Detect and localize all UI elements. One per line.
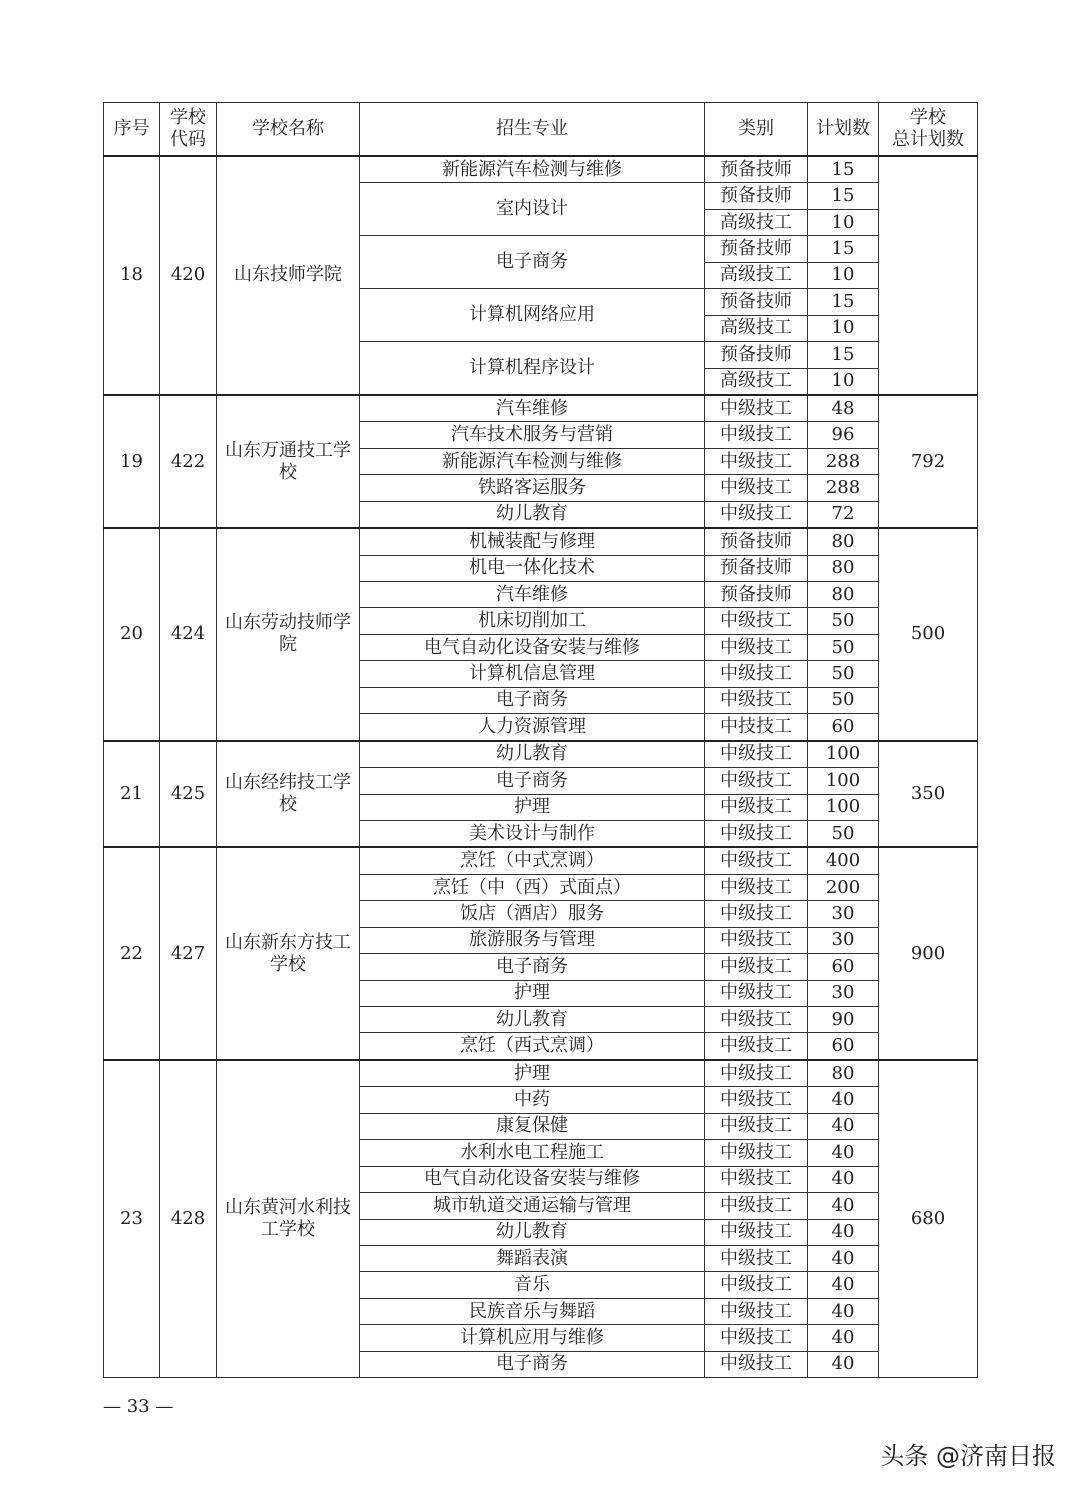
cell-plan: 15 (808, 156, 879, 183)
cell-school-total: 900 (879, 847, 978, 1060)
cell-category: 中级技工 (705, 1033, 808, 1060)
cell-plan: 100 (808, 768, 879, 794)
cell-category: 中级技工 (705, 1272, 808, 1298)
cell-school-name: 山东万通技工学校 (217, 395, 360, 528)
cell-plan: 15 (808, 289, 879, 315)
cell-category: 中级技工 (705, 1140, 808, 1166)
cell-plan: 288 (808, 475, 879, 501)
cell-category: 中级技工 (705, 1060, 808, 1087)
table-row (104, 528, 978, 555)
cell-seq: 18 (104, 156, 160, 395)
cell-seq: 21 (104, 741, 160, 848)
cell-category: 中级技工 (705, 448, 808, 474)
cell-plan: 40 (808, 1193, 879, 1219)
cell-major: 幼儿教育 (360, 1007, 705, 1033)
cell-seq: 20 (104, 528, 160, 741)
cell-category: 高级技工 (705, 209, 808, 235)
header-seq: 序号 (104, 103, 160, 157)
cell-category: 中级技工 (705, 1087, 808, 1113)
cell-plan: 40 (808, 1140, 879, 1166)
table-row (104, 156, 978, 183)
cell-plan: 80 (808, 1060, 879, 1087)
cell-major: 电子商务 (360, 1351, 705, 1377)
table-row (104, 847, 978, 874)
cell-major: 电子商务 (360, 768, 705, 794)
cell-plan: 80 (808, 528, 879, 555)
cell-plan: 15 (808, 183, 879, 209)
cell-school-code: 428 (160, 1060, 217, 1378)
cell-major: 音乐 (360, 1272, 705, 1298)
header-total: 学校 总计划数 (879, 103, 978, 157)
cell-category: 中级技工 (705, 847, 808, 874)
cell-major: 铁路客运服务 (360, 475, 705, 501)
cell-school-code: 420 (160, 156, 217, 395)
cell-school-total: 350 (879, 741, 978, 848)
cell-category: 预备技师 (705, 528, 808, 555)
cell-category: 中级技工 (705, 794, 808, 820)
cell-category: 中级技工 (705, 422, 808, 448)
header-school-code: 学校 代码 (160, 103, 217, 157)
cell-category: 中级技工 (705, 1351, 808, 1377)
cell-plan: 40 (808, 1272, 879, 1298)
cell-seq: 22 (104, 847, 160, 1060)
cell-seq: 23 (104, 1060, 160, 1378)
cell-plan: 40 (808, 1351, 879, 1377)
watermark: 头条 @济南日报 (880, 1442, 1056, 1470)
header-plan: 计划数 (808, 103, 879, 157)
table-row (104, 395, 978, 422)
table-row (104, 1060, 978, 1087)
cell-category: 预备技师 (705, 236, 808, 262)
cell-category: 中级技工 (705, 1193, 808, 1219)
cell-major: 汽车技术服务与营销 (360, 422, 705, 448)
page-number: — 33 — (103, 1396, 174, 1417)
cell-plan: 30 (808, 927, 879, 953)
cell-category: 中级技工 (705, 634, 808, 660)
cell-major: 机电一体化技术 (360, 555, 705, 581)
cell-major: 烹饪（中（西）式面点） (360, 874, 705, 900)
cell-major: 电子商务 (360, 687, 705, 713)
cell-plan: 30 (808, 980, 879, 1006)
header-school-name: 学校名称 (217, 103, 360, 157)
cell-plan: 50 (808, 687, 879, 713)
cell-major: 计算机网络应用 (360, 289, 705, 342)
cell-category: 中级技工 (705, 608, 808, 634)
cell-plan: 10 (808, 209, 879, 235)
table-row (104, 741, 978, 768)
cell-category: 预备技师 (705, 289, 808, 315)
cell-major: 城市轨道交通运输与管理 (360, 1193, 705, 1219)
cell-major: 民族音乐与舞蹈 (360, 1298, 705, 1324)
header-category: 类别 (705, 103, 808, 157)
cell-category: 预备技师 (705, 582, 808, 608)
cell-plan: 50 (808, 634, 879, 660)
cell-major: 护理 (360, 1060, 705, 1087)
cell-plan: 10 (808, 315, 879, 341)
cell-plan: 60 (808, 954, 879, 980)
cell-major: 护理 (360, 980, 705, 1006)
cell-school-name: 山东新东方技工学校 (217, 847, 360, 1060)
cell-major: 人力资源管理 (360, 714, 705, 741)
cell-major: 烹饪（西式烹调） (360, 1033, 705, 1060)
cell-plan: 40 (808, 1087, 879, 1113)
cell-plan: 30 (808, 901, 879, 927)
cell-major: 机械装配与修理 (360, 528, 705, 555)
cell-category: 中级技工 (705, 927, 808, 953)
cell-category: 中级技工 (705, 901, 808, 927)
cell-category: 中级技工 (705, 1219, 808, 1245)
cell-plan: 288 (808, 448, 879, 474)
cell-plan: 100 (808, 794, 879, 820)
cell-major: 康复保健 (360, 1113, 705, 1139)
cell-major: 幼儿教育 (360, 501, 705, 528)
cell-major: 幼儿教育 (360, 741, 705, 768)
table-body (104, 156, 978, 1378)
cell-category: 中级技工 (705, 475, 808, 501)
cell-plan: 50 (808, 820, 879, 847)
cell-major: 电气自动化设备安装与维修 (360, 634, 705, 660)
cell-plan: 40 (808, 1298, 879, 1324)
enrollment-plan-table (103, 102, 978, 1378)
cell-major: 汽车维修 (360, 582, 705, 608)
cell-school-code: 427 (160, 847, 217, 1060)
cell-category: 中级技工 (705, 1298, 808, 1324)
cell-plan: 40 (808, 1113, 879, 1139)
cell-category: 中级技工 (705, 395, 808, 422)
cell-major: 护理 (360, 794, 705, 820)
cell-category: 预备技师 (705, 342, 808, 368)
cell-plan: 10 (808, 262, 879, 288)
table-header (104, 103, 978, 157)
cell-category: 中级技工 (705, 954, 808, 980)
cell-plan: 72 (808, 501, 879, 528)
cell-school-code: 425 (160, 741, 217, 848)
cell-major: 水利水电工程施工 (360, 1140, 705, 1166)
cell-plan: 10 (808, 368, 879, 395)
cell-category: 中级技工 (705, 1007, 808, 1033)
cell-category: 高级技工 (705, 368, 808, 395)
cell-major: 电气自动化设备安装与维修 (360, 1166, 705, 1192)
cell-major: 计算机信息管理 (360, 661, 705, 687)
cell-category: 中级技工 (705, 1113, 808, 1139)
cell-plan: 48 (808, 395, 879, 422)
cell-plan: 15 (808, 342, 879, 368)
cell-category: 高级技工 (705, 315, 808, 341)
cell-major: 电子商务 (360, 954, 705, 980)
cell-category: 预备技师 (705, 156, 808, 183)
cell-plan: 40 (808, 1325, 879, 1351)
cell-major: 舞蹈表演 (360, 1245, 705, 1271)
cell-major: 幼儿教育 (360, 1219, 705, 1245)
cell-category: 中级技工 (705, 768, 808, 794)
cell-major: 汽车维修 (360, 395, 705, 422)
cell-major: 机床切削加工 (360, 608, 705, 634)
cell-school-total: 680 (879, 1060, 978, 1378)
cell-plan: 50 (808, 661, 879, 687)
cell-seq: 19 (104, 395, 160, 528)
cell-major: 电子商务 (360, 236, 705, 289)
cell-category: 中级技工 (705, 820, 808, 847)
cell-plan: 80 (808, 582, 879, 608)
cell-plan: 40 (808, 1245, 879, 1271)
cell-category: 中级技工 (705, 1325, 808, 1351)
cell-plan: 80 (808, 555, 879, 581)
cell-major: 饭店（酒店）服务 (360, 901, 705, 927)
cell-plan: 15 (808, 236, 879, 262)
cell-category: 高级技工 (705, 262, 808, 288)
cell-major: 美术设计与制作 (360, 820, 705, 847)
cell-major: 烹饪（中式烹调） (360, 847, 705, 874)
cell-major: 计算机应用与维修 (360, 1325, 705, 1351)
cell-plan: 60 (808, 1033, 879, 1060)
cell-school-code: 424 (160, 528, 217, 741)
cell-plan: 96 (808, 422, 879, 448)
cell-school-name: 山东经纬技工学校 (217, 741, 360, 848)
cell-school-total (879, 156, 978, 395)
header-major: 招生专业 (360, 103, 705, 157)
cell-major: 新能源汽车检测与维修 (360, 448, 705, 474)
cell-category: 中级技工 (705, 501, 808, 528)
cell-major: 新能源汽车检测与维修 (360, 156, 705, 183)
cell-school-total: 500 (879, 528, 978, 741)
cell-category: 中级技工 (705, 980, 808, 1006)
cell-category: 预备技师 (705, 555, 808, 581)
cell-major: 计算机程序设计 (360, 342, 705, 395)
cell-plan: 200 (808, 874, 879, 900)
cell-category: 中级技工 (705, 661, 808, 687)
cell-category: 中级技工 (705, 874, 808, 900)
cell-plan: 40 (808, 1219, 879, 1245)
cell-category: 中级技工 (705, 1245, 808, 1271)
cell-school-total: 792 (879, 395, 978, 528)
cell-plan: 40 (808, 1166, 879, 1192)
cell-school-name: 山东黄河水利技工学校 (217, 1060, 360, 1378)
cell-school-name: 山东劳动技师学院 (217, 528, 360, 741)
cell-category: 中级技工 (705, 687, 808, 713)
cell-category: 中级技工 (705, 741, 808, 768)
cell-plan: 50 (808, 608, 879, 634)
cell-major: 室内设计 (360, 183, 705, 236)
cell-category: 中技技工 (705, 714, 808, 741)
cell-plan: 90 (808, 1007, 879, 1033)
cell-plan: 400 (808, 847, 879, 874)
cell-category: 中级技工 (705, 1166, 808, 1192)
cell-plan: 60 (808, 714, 879, 741)
cell-school-code: 422 (160, 395, 217, 528)
cell-major: 中药 (360, 1087, 705, 1113)
cell-major: 旅游服务与管理 (360, 927, 705, 953)
cell-plan: 100 (808, 741, 879, 768)
cell-school-name: 山东技师学院 (217, 156, 360, 395)
cell-category: 预备技师 (705, 183, 808, 209)
